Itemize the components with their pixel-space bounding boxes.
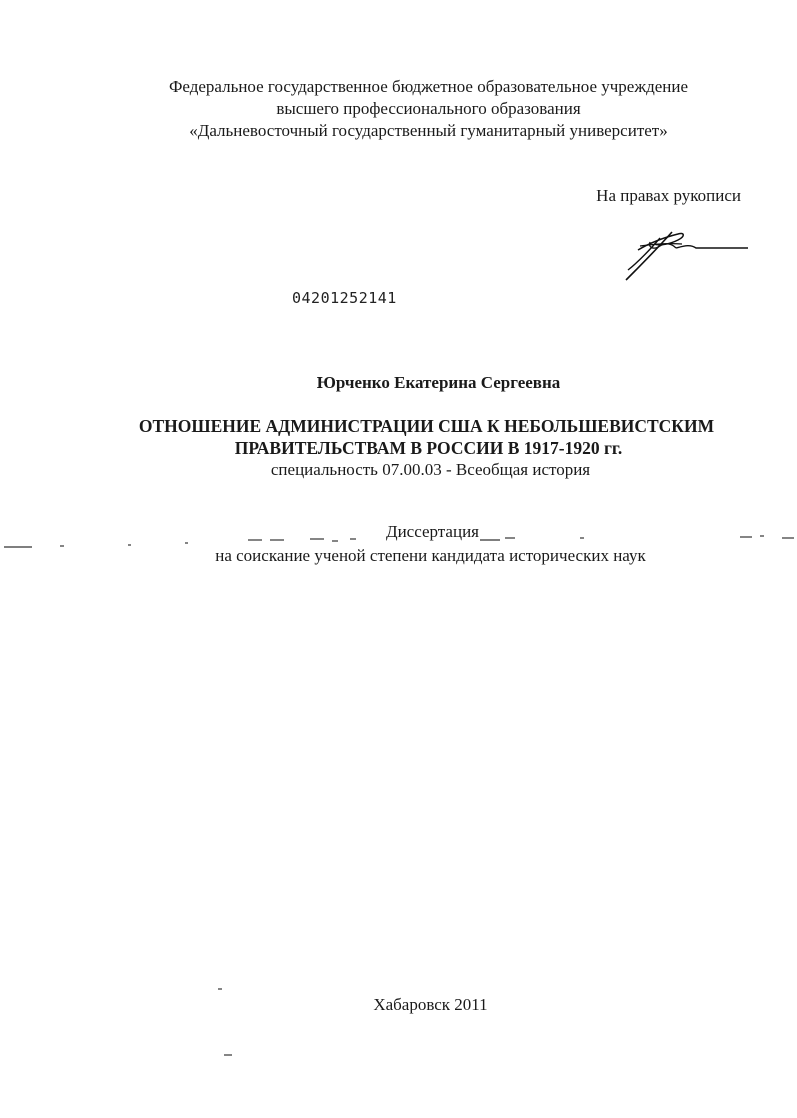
place-and-year: Хабаровск 2011 <box>373 995 488 1014</box>
degree-line: на соискание ученой степени кандидата исторических наук <box>215 546 646 565</box>
author-name: Юрченко Екатерина Сергеевна <box>316 373 561 392</box>
manuscript-note: На правах рукописи <box>596 186 741 205</box>
dissertation-title-line-2: ПРАВИТЕЛЬСТВАМ В РОССИИ В 1917-1920 гг. <box>234 438 623 458</box>
registration-stamp-number: 04201252141 <box>292 289 397 307</box>
institution-line-1: Федеральное государственное бюджетное образовательное учреждение <box>168 77 689 96</box>
institution-line-3: «Дальневосточный государственный гуманитарный университет» <box>189 121 668 140</box>
institution-line-2: высшего профессионального образования <box>276 99 581 118</box>
dissertation-title-line-1: ОТНОШЕНИЕ АДМИНИСТРАЦИИ США К НЕБОЛЬШЕВИСТСКИМ <box>138 416 715 436</box>
document-type: Диссертация <box>385 522 479 541</box>
specialty: специальность 07.00.03 - Всеобщая история <box>270 460 591 479</box>
